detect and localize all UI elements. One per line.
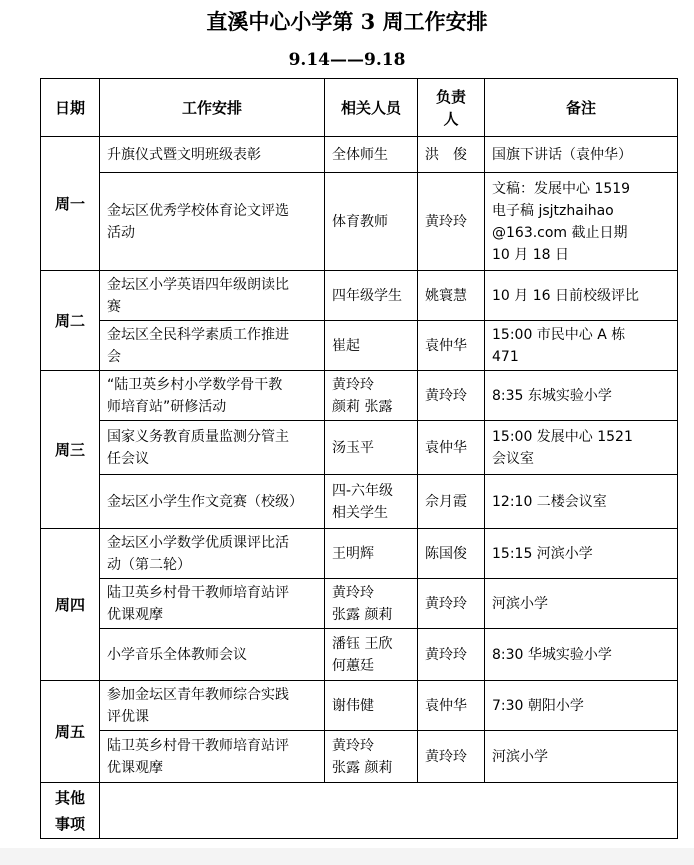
note-cell-line: 河滨小学 [492,595,548,612]
people-cell [325,681,418,731]
note-cell-line: @163.com 截止日期 [492,224,628,241]
work-item-cell-line: 任会议 [107,450,149,467]
note-cell-line: 15:00 发展中心 1521 [492,428,633,445]
owner-cell: 袁仲华 [418,321,485,371]
owner-cell: 黄玲玲 [418,731,485,783]
people-cell-line: 黄玲玲 [332,737,374,754]
note-cell [485,173,678,271]
work-item-cell-line: 金坛区小学生作文竞赛（校级） [107,493,303,510]
note-cell [485,731,678,783]
day-cell: 周一 [41,137,100,271]
work-item-cell [100,421,325,475]
owner-cell: 姚寰慧 [418,271,485,321]
work-item-cell-line: 国家义务教育质量监测分管主 [107,428,289,445]
owner-cell: 洪 俊 [418,137,485,173]
people-cell-line: 颜莉 张露 [332,398,393,415]
people-cell [325,173,418,271]
work-item-cell-line: 金坛区小学数学优质课评比活 [107,534,289,551]
note-cell [485,579,678,629]
work-item-cell-line: 评优课 [107,708,149,725]
owner-cell: 陈国俊 [418,529,485,579]
day-cell: 周五 [41,681,100,783]
note-cell-line: 国旗下讲话（袁仲华） [492,146,632,163]
header-note: 备注 [485,79,678,137]
work-item-cell [100,579,325,629]
table-row [41,371,678,421]
header-row [41,79,678,137]
people-cell-line: 崔起 [332,337,360,354]
people-cell [325,421,418,475]
note-cell [485,371,678,421]
table-row [41,271,678,321]
work-item-cell [100,173,325,271]
work-item-cell [100,629,325,681]
people-cell-line: 张露 颜莉 [332,606,393,623]
day-cell: 周二 [41,271,100,371]
note-cell-line: 8:35 东城实验小学 [492,387,612,404]
people-cell-line: 全体师生 [332,146,388,163]
work-item-cell-line: 参加金坛区青年教师综合实践 [107,686,289,703]
owner-cell: 黄玲玲 [418,629,485,681]
table-row [41,421,678,475]
work-item-cell-line: 动（第二轮） [107,556,191,573]
people-cell [325,271,418,321]
work-item-cell-line: 会 [107,348,121,365]
note-cell-line: 会议室 [492,450,534,467]
people-cell-line: 谢伟健 [332,697,374,714]
page-title: 直溪中心小学第 3 周工作安排 [206,9,488,34]
note-cell [485,137,678,173]
work-item-cell-line: 升旗仪式暨文明班级表彰 [107,146,261,163]
note-cell-line: 10 月 16 日前校级评比 [492,287,639,304]
work-item-cell-line: 师培育站”研修活动 [107,398,227,415]
people-cell [325,731,418,783]
note-cell [485,681,678,731]
work-item-cell [100,475,325,529]
work-item-cell [100,681,325,731]
people-cell [325,321,418,371]
header-people: 相关人员 [325,79,418,137]
owner-cell: 佘月霞 [418,475,485,529]
other-label: 其他事项 [41,783,100,839]
note-cell-line: 7:30 朝阳小学 [492,697,584,714]
work-item-cell-line: 优课观摩 [107,759,163,776]
note-cell [485,421,678,475]
note-cell-line: 15:00 市民中心 A 栋 [492,326,626,343]
work-item-cell [100,137,325,173]
work-item-cell [100,321,325,371]
people-cell [325,475,418,529]
schedule-table [40,78,678,839]
table-row [41,321,678,371]
note-cell [485,529,678,579]
work-item-cell-line: 优课观摩 [107,606,163,623]
header-day: 日期 [41,79,100,137]
page-edge [0,848,694,865]
table-row [41,629,678,681]
work-item-cell-line: 陆卫英乡村骨干教师培育站评 [107,584,289,601]
people-cell [325,137,418,173]
owner-cell: 黄玲玲 [418,579,485,629]
people-cell [325,629,418,681]
people-cell-line: 黄玲玲 [332,584,374,601]
table-row [41,137,678,173]
people-cell [325,371,418,421]
owner-cell: 袁仲华 [418,421,485,475]
table-row [41,579,678,629]
people-cell-line: 何蕙廷 [332,657,374,674]
note-cell [485,475,678,529]
work-item-cell-line: 金坛区优秀学校体育论文评选 [107,202,289,219]
other-row [41,783,678,839]
work-item-cell-line: “陆卫英乡村小学数学骨干教 [107,376,283,393]
people-cell [325,579,418,629]
table-row [41,681,678,731]
note-cell [485,629,678,681]
table-row [41,731,678,783]
work-item-cell [100,271,325,321]
people-cell-line: 四年级学生 [332,287,402,304]
work-item-cell-line: 活动 [107,224,135,241]
people-cell-line: 黄玲玲 [332,376,374,393]
work-item-cell [100,529,325,579]
work-item-cell-line: 金坛区小学英语四年级朗读比 [107,276,289,293]
table-row [41,529,678,579]
note-cell-line: 文稿：发展中心 1519 [492,180,631,197]
note-cell [485,321,678,371]
work-item-cell [100,731,325,783]
work-item-cell-line: 赛 [107,298,121,315]
people-cell-line: 王明辉 [332,545,374,562]
note-cell-line: 10 月 18 日 [492,246,569,263]
work-item-cell-line: 金坛区全民科学素质工作推进 [107,326,289,343]
note-cell-line: 15:15 河滨小学 [492,545,593,562]
note-cell-line: 河滨小学 [492,748,548,765]
people-cell-line: 四-六年级 [332,482,394,499]
date-range: 9.14——9.18 [288,50,406,70]
people-cell-line: 张露 颜莉 [332,759,393,776]
people-cell-line: 相关学生 [332,504,388,521]
people-cell-line: 体育教师 [332,213,388,230]
header-owner: 负责人 [418,79,485,137]
work-item-cell [100,371,325,421]
note-cell-line: 12:10 二楼会议室 [492,493,607,510]
day-cell: 周三 [41,371,100,529]
people-cell [325,529,418,579]
work-item-cell-line: 陆卫英乡村骨干教师培育站评 [107,737,289,754]
header-work: 工作安排 [100,79,325,137]
work-item-cell-line: 小学音乐全体教师会议 [107,646,247,663]
note-cell-line: 471 [492,348,519,365]
note-cell [485,271,678,321]
note-cell-line: 8:30 华城实验小学 [492,646,612,663]
owner-cell: 黄玲玲 [418,371,485,421]
owner-cell: 袁仲华 [418,681,485,731]
day-cell: 周四 [41,529,100,681]
other-content [100,783,678,839]
table-row [41,173,678,271]
people-cell-line: 潘钰 王欣 [332,635,393,652]
table-row [41,475,678,529]
owner-cell: 黄玲玲 [418,173,485,271]
note-cell-line: 电子稿 jsjtzhaihao [492,202,614,219]
people-cell-line: 汤玉平 [332,439,374,456]
